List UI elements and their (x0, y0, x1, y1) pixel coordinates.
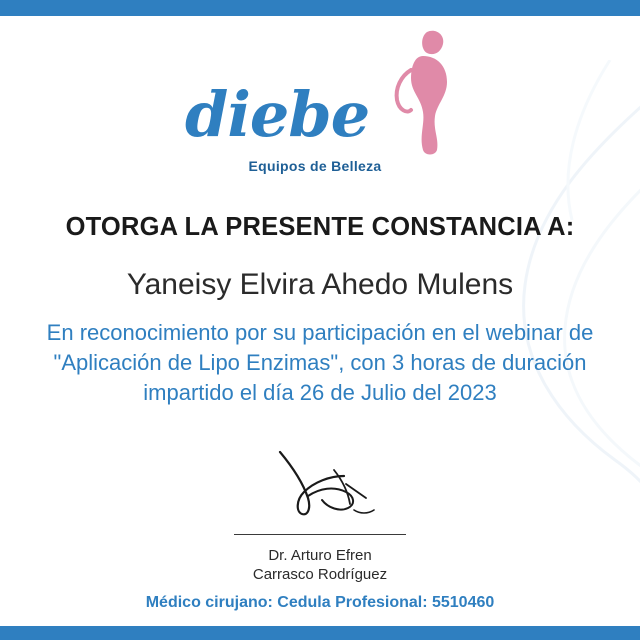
certificate-body (0, 318, 640, 408)
logo-wordmark: diebe (185, 78, 370, 151)
recipient-name: Yaneisy Elvira Ahedo Mulens (126, 268, 514, 301)
body-line: "Aplicación de Lipo Enzimas", con 3 horas de duración (53, 350, 587, 375)
logo-tagline: Equipos de Belleza (248, 158, 382, 174)
handwritten-signature-icon (250, 440, 390, 530)
brand-logo (0, 26, 640, 191)
top-border-band (0, 0, 640, 16)
signer-name (0, 546, 640, 584)
signer-credentials: Médico cirujano: Cedula Profesional: 5510460 (145, 594, 495, 611)
certificate-headline: OTORGA LA PRESENTE CONSTANCIA A: (65, 213, 575, 241)
signature-rule (234, 534, 406, 535)
body-line: impartido el día 26 de Julio del 2023 (143, 380, 497, 405)
signature-block (0, 440, 640, 535)
signer-name-line-1: Dr. Arturo Efren (268, 547, 372, 564)
top-border-gap (0, 16, 640, 20)
bottom-border-band (0, 626, 640, 640)
signer-name-line-2: Carrasco Rodríguez (252, 566, 388, 583)
female-silhouette-icon (375, 26, 465, 156)
body-line: En reconocimiento por su participación en el webinar de (46, 320, 594, 345)
